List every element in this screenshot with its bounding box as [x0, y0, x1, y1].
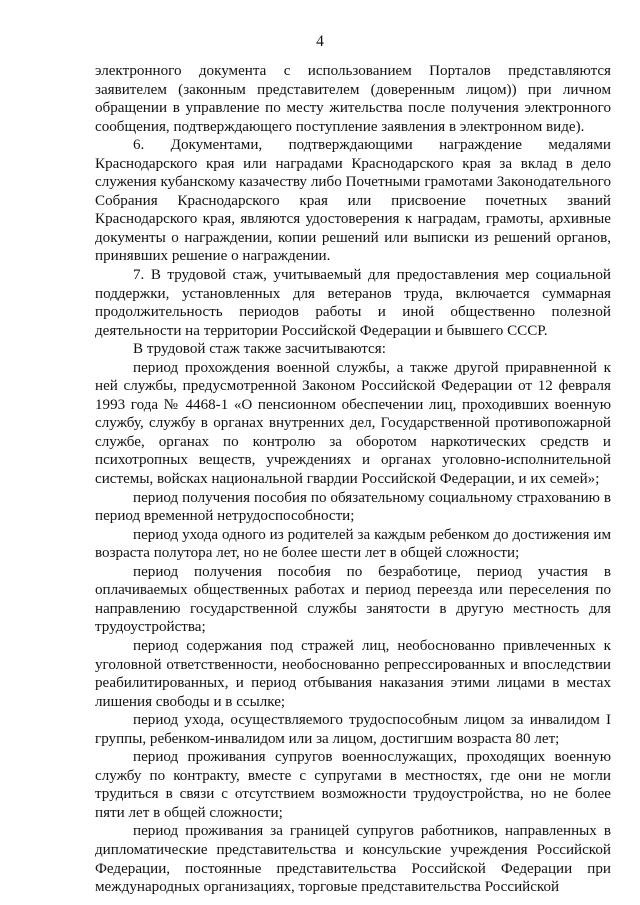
paragraph-abroad-spouses: период проживания за границей супругов работников, направленных в дипломатические представительства и консульские учреждения Российской Федерации, постоянные представительства Российской Федерации при международных организациях, торговые представительства Российской	[95, 823, 611, 896]
paragraph-detention: период содержания под стражей лиц, необоснованно привлеченных к уголовной ответственности, необоснованно репрессированных и впоследствии реабилитированных, и период отбывания наказания этими лицами в местах лишения свободы и в ссылке;	[95, 637, 611, 710]
document-body	[95, 62, 611, 897]
paragraph-sick-leave: период получения пособия по обязательному социальному страхованию в период временной нетрудоспособности;	[95, 489, 611, 525]
paragraph-unemployment: период получения пособия по безработице, период участия в оплачиваемых общественных работах и период переезда или переселения по направлению государственной службы занятости в другую местность для трудоустройства;	[95, 563, 611, 636]
paragraph-military-service: период прохождения военной службы, а также другой приравненной к ней службы, предусмотренной Законом Российской Федерации от 12 февраля 1993 года № 4468-1 «О пенсионном обеспечении лиц, проходивших военную службу, службу в органах внутренних дел, Государственной противопожарной службе, органах по контролю за оборотом наркотических средств и психотропных веществ, учреждениях и органах уголовно-исполнительной системы, войсках национальной гвардии Российской Федерации, и их семей»;	[95, 359, 611, 488]
paragraph-item-7: 7. В трудовой стаж, учитываемый для предоставления мер социальной поддержки, установленных для ветеранов труда, включается суммарная продолжительность периодов работы и иной общественно полезной деятельности на территории Российской Федерации и бывшего СССР.	[95, 267, 611, 339]
paragraph-item-6: 6. Документами, подтверждающими награждение медалями Краснодарского края или наградами Краснодарского края за вклад в дело служения кубанскому казачеству либо Почетными грамотами Законодательного Собрания Краснодарского края или присвоение почетных званий Краснодарского края, являются удостоверения к наградам, грамоты, архивные документы о награждении, копии решений или выписки из решений органов, принявших решение о награждении.	[95, 137, 611, 265]
paragraph-military-spouses: период проживания супругов военнослужащих, проходящих военную службу по контракту, вместе с супругами в местностях, где они не могли трудиться в связи с отсутствием возможности трудоустройства, но не более пяти лет в общей сложности;	[95, 749, 611, 821]
paragraph-care-disabled: период ухода, осуществляемого трудоспособным лицом за инвалидом I группы, ребенком-инвалидом или за лицом, достигшим возраста 80 лет;	[95, 712, 611, 747]
paragraph-child-care: период ухода одного из родителей за каждым ребенком до достижения им возраста полутора лет, но не более шести лет в общей сложности;	[95, 526, 611, 562]
paragraph-stazh-intro: В трудовой стаж также засчитываются:	[133, 341, 386, 358]
paragraph-continuation: электронного документа с использованием Порталов представляются заявителем (законным представителем (доверенным лицом)) при личном обращении в управление по месту жительства после получения электронного сообщения, подтверждающего поступление заявления в электронном виде).	[95, 63, 611, 135]
page-number: 4	[316, 33, 324, 50]
